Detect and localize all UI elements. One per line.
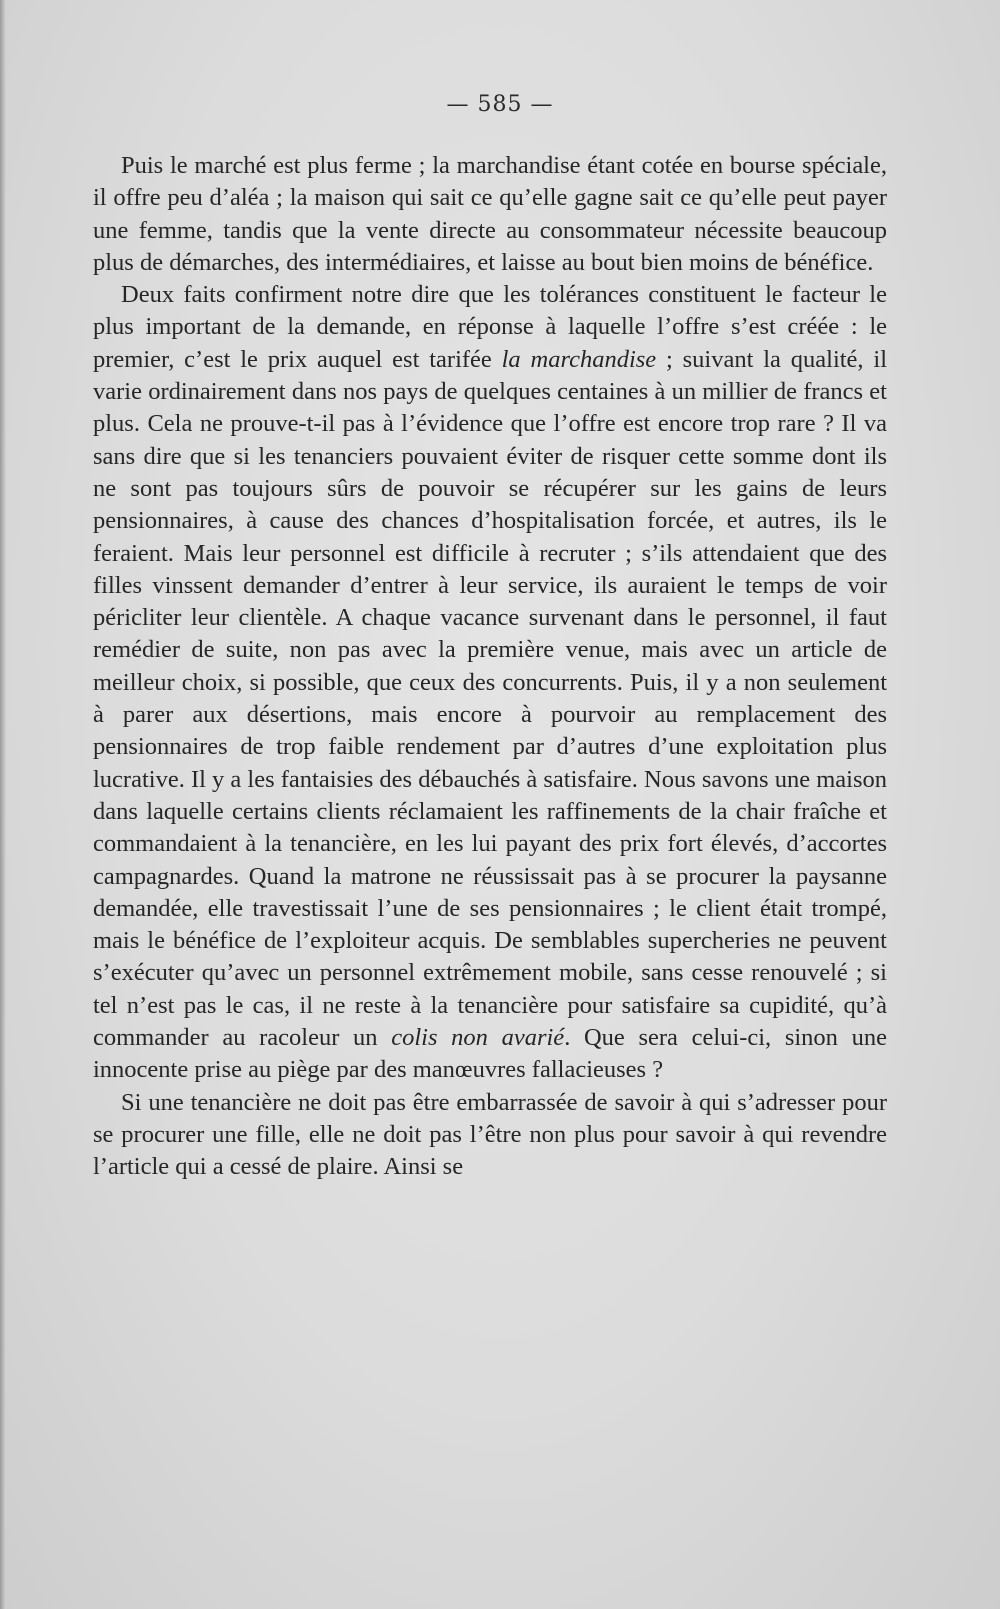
- paragraph-1: [93, 150, 887, 279]
- paragraph-text: . Que sera celui-ci, sinon une innocente prise au piège par des manœuvres fallacieuses ?: [93, 1024, 887, 1084]
- page-number: — 585 —: [446, 92, 554, 117]
- body-text: [93, 150, 887, 1184]
- italic-phrase: la marchandise: [501, 345, 657, 373]
- italic-phrase: colis non avarié: [391, 1024, 565, 1052]
- paragraph-text: Deux faits confirment notre dire que les tolérances constituent le facteur le plus important de la demande, en réponse à laquelle l’offre s’est créée : le premier, c’est le prix auquel est tarifée: [93, 281, 887, 373]
- paragraph-text: Si une tenancière ne doit pas être embarrassée de savoir à qui s’adresser pour se procurer une fille, elle ne doit pas l’être non plus pour savoir à qui revendre l’article qui a cessé de plaire. Ainsi se: [93, 1088, 887, 1181]
- paragraph-text: ; suivant la qualité, il varie ordinairement dans nos pays de quelques centaines à un millier de francs et plus. Cela ne prouve-t-il pas à l’évidence que l’offre est encore trop rare ? Il va sans dire que si les tenanciers pouvaient éviter de risquer cette somme dont ils ne sont pas toujours sûrs de pouvoir se récupérer sur les gains de leurs pensionnaires, à cause des chances d’hospitalisation forcée, et autres, ils le feraient. Mais leur personnel est difficile à recruter ; s’ils attendaient que des filles vinssent demander d’entrer à leur service, ils auraient le temps de voir péricliter leur clientèle. A chaque vacance survenant dans le personnel, il faut remédier de suite, non pas avec la première venue, mais avec un article de meilleur choix, si possible, que ceux des concurrents. Puis, il y a non seulement à parer aux désertions, mais encore à pourvoir au remplacement des pensionnaires de trop faible rendement par d’autres d’une exploitation plus lucrative. Il y a les fantaisies des débauchés à satisfaire. Nous savons une maison dans laquelle certains clients réclamaient les raffinements de la chair fraîche et commandaient à la tenancière, en les lui payant des prix fort élevés, d’accortes campagnardes. Quand la matrone ne réussissait pas à se procurer la paysanne demandée, elle travestissait l’une de ses pensionnaires ; le client était trompé, mais le bénéfice de l’exploiteur acquis. De semblables supercheries ne peuvent s’exécuter qu’avec un personnel extrêmement mobile, sans cesse renouvelé ; si tel n’est pas le cas, il ne reste à la tenancière pour satisfaire sa cupidité, qu’à commander au racoleur un: [93, 345, 887, 1052]
- paragraph-text: Puis le marché est plus ferme ; la marchandise étant cotée en bourse spéciale, il offre peu d’aléa ; la maison qui sait ce qu’elle gagne sait ce qu’elle peut payer une femme, tandis que la vente directe au consommateur nécessite beaucoup plus de démarches, des intermédiaires, et laisse au bout bien moins de bénéfice.: [93, 152, 887, 276]
- paragraph-2: [93, 279, 887, 1086]
- page-edge: [0, 0, 6, 1609]
- paragraph-3: [93, 1087, 887, 1184]
